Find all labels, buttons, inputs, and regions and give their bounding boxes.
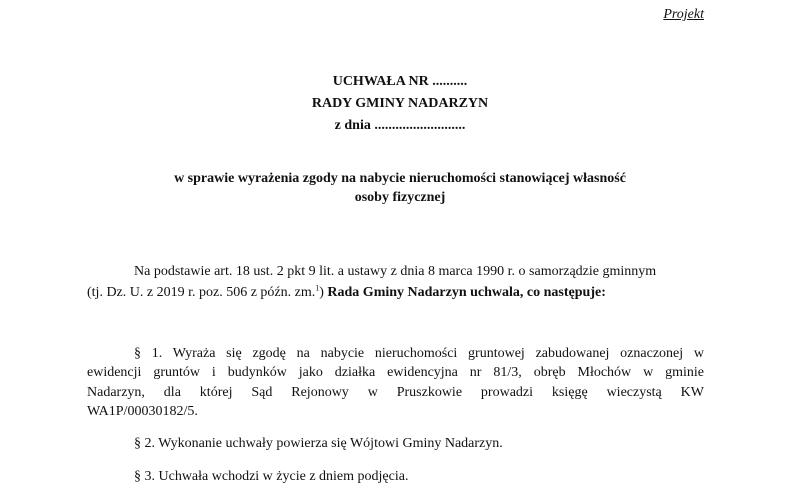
preamble-enactment: Rada Gminy Nadarzyn uchwala, co następuje: [323, 285, 606, 300]
projekt-label: Projekt [663, 7, 704, 22]
preamble-close-paren: ) [319, 285, 324, 300]
section-1-line-1: § 1. Wyraża się zgodę na nabycie nieruchomości gruntowej zabudowanej oznaczonej w [134, 346, 704, 361]
resolution-number: UCHWAŁA NR .......... [332, 74, 468, 89]
section-3: § 3. Uchwała wchodzi w życie z dniem podjęcia. [134, 469, 409, 484]
preamble-line-1: Na podstawie art. 18 ust. 2 pkt 9 lit. a ustawy z dnia 8 marca 1990 r. o samorządzie gminnym [134, 264, 657, 279]
subject-line-1: w sprawie wyrażenia zgody na nabycie nieruchomości stanowiącej własność [174, 171, 626, 186]
subject-line-2: osoby fizycznej [354, 190, 446, 205]
footnote-mark: 1 [315, 283, 320, 293]
section-1-line-2: ewidencji gruntów i budynków jako działka ewidencyjna nr 81/3, obręb Młochów w gminie [87, 365, 704, 380]
resolution-date: z dnia .......................... [334, 118, 466, 133]
section-2: § 2. Wykonanie uchwały powierza się Wójtowi Gminy Nadarzyn. [134, 436, 503, 451]
section-1-line-4: WA1P/00030182/5. [87, 404, 198, 419]
preamble-line-2 [87, 285, 606, 301]
preamble-legal-basis: (tj. Dz. U. z 2019 r. poz. 506 z późn. zm. [87, 285, 316, 300]
council-name: RADY GMINY NADARZYN [311, 96, 489, 111]
section-1-line-3: Nadarzyn, dla której Sąd Rejonowy w Pruszkowie prowadzi księgę wieczystą KW [87, 385, 704, 400]
